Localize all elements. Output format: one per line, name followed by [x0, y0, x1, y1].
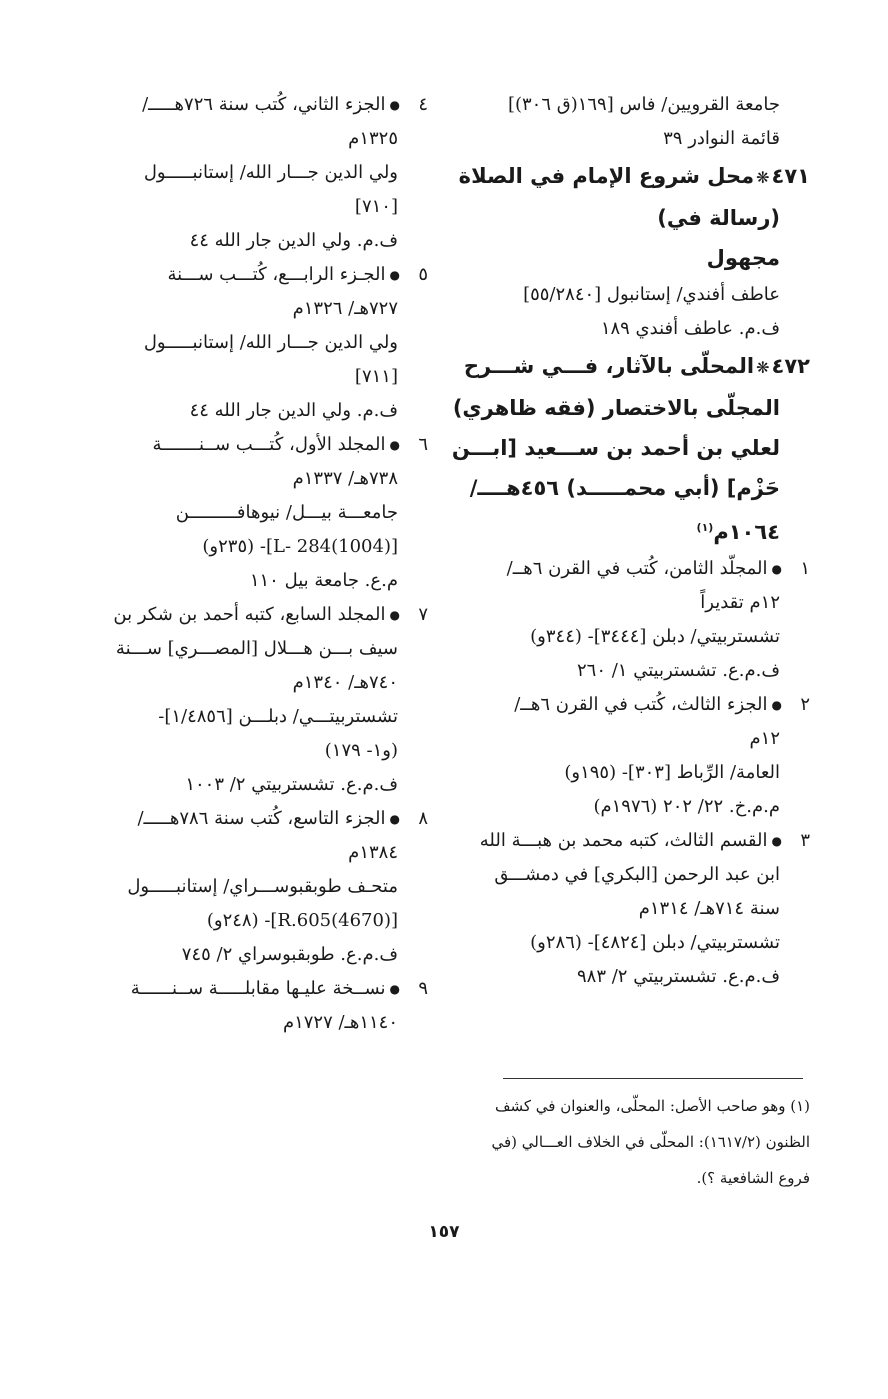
line-text: [٧١١] — [354, 366, 398, 387]
entry-number: ٩ — [418, 978, 428, 999]
line-text: ٧٤٠هـ/ ١٣٤٠م — [292, 672, 398, 693]
text-line — [463, 346, 810, 388]
text-line — [78, 88, 428, 122]
text-line — [470, 824, 810, 858]
entry-number: ٥ — [418, 264, 428, 285]
left-column — [78, 88, 428, 1040]
text-line — [78, 496, 428, 530]
text-line — [470, 926, 810, 960]
line-text: [(1004)L- 284]- (٢٣٥و) — [202, 536, 398, 557]
entry-number: ٤ — [418, 94, 428, 115]
entry-number: ٦ — [418, 434, 428, 455]
line-text: الجزء الثاني، كُتب سنة ٧٢٦هـــــ/ — [142, 94, 386, 115]
line-text: حَزْم] (أبي محمـــــد) ٤٥٦هــــ/ — [469, 476, 780, 500]
entry-number: ٤٧١ — [771, 164, 810, 188]
line-text: ف.م.ع. طوبقبوسراي ٢/ ٧٤٥ — [181, 944, 398, 965]
line-text: الجـزء الرابـــع، كُتـــب ســـنة — [167, 264, 386, 285]
line-text: مجهول — [706, 246, 780, 270]
text-line — [78, 972, 428, 1006]
text-line — [78, 734, 428, 768]
bullet-icon: ● — [389, 812, 400, 826]
line-text: ولي الدين جـــار الله/ إستانبـــــول — [143, 332, 398, 353]
text-line — [78, 428, 428, 462]
text-line — [470, 960, 810, 994]
bullet-icon: ● — [389, 268, 400, 282]
text-line — [78, 326, 428, 360]
text-line — [470, 790, 810, 824]
text-line — [470, 688, 810, 722]
text-line — [458, 156, 810, 198]
entry-number: ١ — [800, 558, 810, 579]
line-text: القسم الثالث، كتبه محمد بن هبـــة الله — [479, 830, 768, 851]
line-text: ١٢م تقديراً — [700, 592, 780, 613]
line-text: الجزء التاسع، كُتب سنة ٧٨٦هـــــ/ — [137, 808, 386, 829]
line-text: ١٢م — [749, 728, 780, 749]
line-text: عاطف أفندي/ إستانبول [٥٥/٢٨٤٠] — [523, 284, 780, 305]
star-ornament-icon: ❋ — [756, 358, 770, 377]
line-text: ٧٢٧هـ/ ١٣٢٦م — [292, 298, 398, 319]
line-text: (و١- ١٧٩) — [324, 740, 398, 761]
line-text: ف.م.ع. تشستربيتي ٢/ ١٠٠٣ — [185, 774, 398, 795]
footnote-marker: (١) — [696, 521, 714, 534]
line-text: [(4670)R.605]- (٢٤٨و) — [206, 910, 398, 931]
text-line — [470, 122, 810, 156]
page-number: ١٥٧ — [428, 1222, 460, 1242]
text-line — [78, 666, 428, 700]
text-line — [452, 388, 810, 428]
footnote-line: الظنون (١٦١٧/٢): المحلّى في الخلاف العـــالي (في — [491, 1133, 810, 1151]
bullet-icon: ● — [771, 562, 782, 576]
line-text: المجلد الأول، كُتـــب ســنـــــــة — [152, 434, 386, 455]
line-text: تشستربيتي/ دبلن [٣٤٤٤]- (٣٤٤و) — [530, 626, 780, 647]
bullet-icon: ● — [771, 834, 782, 848]
line-text: سنة ٧١٤هـ/ ١٣١٤م — [638, 898, 780, 919]
entry-number: ٧ — [418, 604, 428, 625]
bullet-icon: ● — [389, 98, 400, 112]
text-line — [78, 700, 428, 734]
entry-number: ٣ — [800, 830, 810, 851]
text-line — [78, 768, 428, 802]
line-text: م.ع. جامعة بيل ١١٠ — [249, 570, 398, 591]
text-line — [78, 904, 428, 938]
line-text: ١٠٦٤م — [713, 520, 780, 544]
text-line — [78, 632, 428, 666]
text-line — [470, 654, 810, 688]
line-text: ١٣٨٤م — [348, 842, 398, 863]
line-text: المجلّى بالاختصار (فقه ظاهري) — [452, 396, 780, 420]
line-text: م.م.خ. ٢٢/ ٢٠٢ (١٩٧٦م) — [593, 796, 780, 817]
star-ornament-icon: ❋ — [756, 168, 770, 187]
line-text: (رسالة في) — [657, 206, 780, 230]
line-text: لعلي بن أحمد بن ســـعيد [ابـــن — [451, 436, 780, 460]
text-line — [470, 238, 810, 278]
line-text: ١١٤٠هـ/ ١٧٢٧م — [282, 1012, 398, 1033]
line-text: ابن عبد الرحمن [البكري] في دمشـــق — [494, 864, 780, 885]
text-line — [451, 428, 810, 468]
text-line — [78, 598, 428, 632]
text-line — [470, 88, 810, 122]
text-line — [78, 938, 428, 972]
entry-number: ٨ — [418, 808, 428, 829]
entry-number: ٤٧٢ — [771, 354, 810, 378]
text-line — [78, 122, 428, 156]
text-line — [78, 360, 428, 394]
right-column — [451, 88, 810, 994]
text-line — [78, 564, 428, 598]
text-line — [470, 278, 810, 312]
line-text: ف.م.ع. تشستربيتي ١/ ٢٦٠ — [576, 660, 780, 681]
bullet-icon: ● — [389, 982, 400, 996]
text-line — [470, 198, 810, 238]
line-text: ٧٣٨هـ/ ١٣٣٧م — [292, 468, 398, 489]
text-line — [470, 620, 810, 654]
line-text: جامعـــة بيـــل/ نيوهافـــــــــن — [175, 502, 398, 523]
text-line — [78, 870, 428, 904]
text-line — [78, 156, 428, 190]
footnote-separator — [503, 1078, 803, 1079]
line-text: [٧١٠] — [354, 196, 398, 217]
line-text: المجلد السابع، كتبه أحمد بن شكر بن — [113, 604, 386, 625]
text-line — [78, 836, 428, 870]
line-text: جامعة القرويين/ فاس [١٦٩(ق ٣٠٦)] — [507, 94, 780, 115]
line-text: ف.م. ولي الدين جار الله ٤٤ — [189, 230, 398, 251]
text-line — [78, 802, 428, 836]
text-line — [470, 756, 810, 790]
entry-number: ٢ — [800, 694, 810, 715]
text-line — [470, 508, 810, 552]
line-text: ف.م. عاطف أفندي ١٨٩ — [600, 318, 780, 339]
line-text: المحلّى بالآثار، فـــي شـــرح — [463, 354, 755, 378]
footnote — [470, 1088, 810, 1196]
text-line — [470, 586, 810, 620]
line-text: المجلّد الثامن، كُتب في القرن ٦هــ/ — [506, 558, 768, 579]
line-text: العامة/ الرِّباط [٣٠٣]- (١٩٥و) — [564, 762, 780, 783]
text-line — [78, 258, 428, 292]
line-text: متحـف طوبقبوســـراي/ إستانبـــــول — [127, 876, 398, 897]
text-line — [78, 292, 428, 326]
line-text: ولي الدين جـــار الله/ إستانبـــــول — [143, 162, 398, 183]
footnote-line: فروع الشافعية ؟). — [696, 1169, 810, 1187]
footnote-line: (١) وهو صاحب الأصل: المحلّى، والعنوان في كشف — [494, 1097, 810, 1115]
line-text: محل شروع الإمام في الصلاة — [458, 164, 755, 188]
text-line — [78, 190, 428, 224]
text-line — [78, 224, 428, 258]
line-text: قائمة النوادر ٣٩ — [663, 128, 780, 149]
line-text: سيف بـــن هـــلال [المصـــري] ســـنة — [115, 638, 398, 659]
line-text: تشستربيتـــي/ دبلـــن [١/٤٨٥٦]- — [158, 706, 398, 727]
text-line — [78, 530, 428, 564]
bullet-icon: ● — [389, 438, 400, 452]
line-text: نســخة عليـها مقابلـــــة ســنــــــة — [130, 978, 386, 999]
text-line — [470, 858, 810, 892]
text-line — [470, 468, 810, 508]
text-line — [470, 552, 810, 586]
bullet-icon: ● — [389, 608, 400, 622]
line-text: الجزء الثالث، كُتب في القرن ٦هــ/ — [514, 694, 768, 715]
bullet-icon: ● — [771, 698, 782, 712]
text-line — [78, 1006, 428, 1040]
text-line — [470, 892, 810, 926]
line-text: ١٣٢٥م — [348, 128, 398, 149]
text-line — [470, 722, 810, 756]
text-line — [78, 394, 428, 428]
line-text: ف.م.ع. تشستربيتي ٢/ ٩٨٣ — [576, 966, 780, 987]
text-line — [470, 312, 810, 346]
line-text: تشستربيتي/ دبلن [٤٨٢٤]- (٢٨٦و) — [530, 932, 780, 953]
text-line — [78, 462, 428, 496]
line-text: ف.م. ولي الدين جار الله ٤٤ — [189, 400, 398, 421]
